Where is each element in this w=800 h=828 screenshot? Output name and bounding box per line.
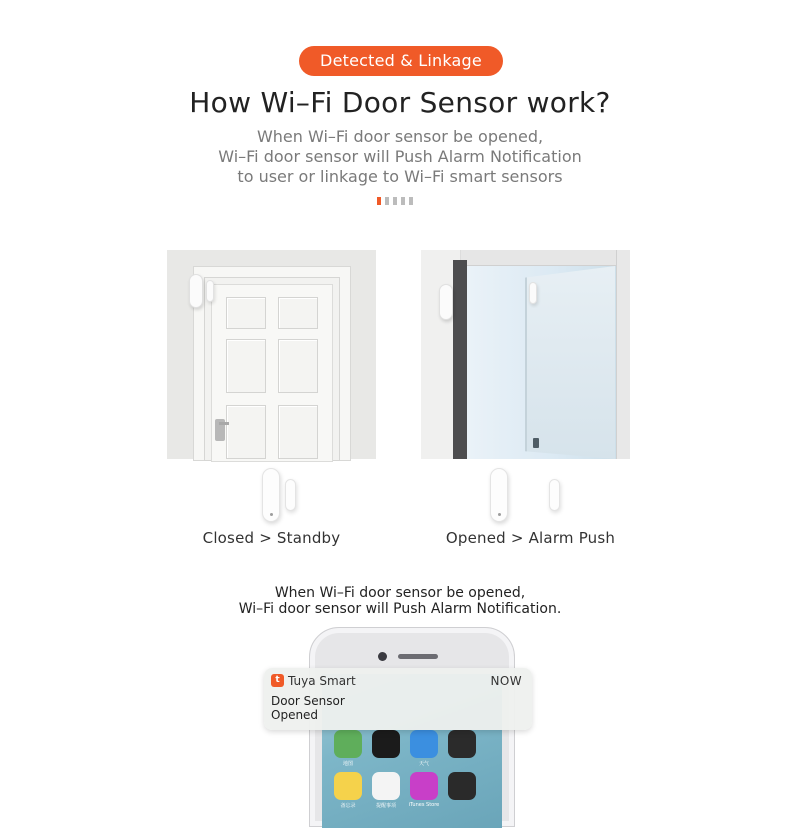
sensor-magnet-icon	[549, 479, 560, 511]
sensor-magnet-icon	[285, 479, 296, 511]
page-subtitle	[0, 127, 800, 187]
sensor-body-icon	[490, 468, 508, 522]
weather-app-icon[interactable]	[410, 730, 438, 767]
health-app-icon[interactable]	[448, 772, 476, 800]
app-label: 地图	[342, 761, 353, 767]
notice-line: When Wi–Fi door sensor be opened,	[274, 585, 526, 601]
carousel-pager	[377, 197, 413, 205]
pager-dot[interactable]	[377, 197, 381, 205]
notification-app-name: Tuya Smart	[288, 674, 356, 688]
opened-state-caption: Opened > Alarm Push	[445, 529, 616, 547]
mounted-magnet-icon	[206, 280, 214, 302]
door-frame	[193, 266, 351, 461]
notification-body: Opened	[271, 708, 319, 722]
closed-door	[211, 284, 333, 462]
earpiece-speaker	[398, 654, 438, 659]
door-frame-inner	[204, 277, 340, 461]
door-panel	[278, 405, 318, 459]
itunes-store-app-icon[interactable]	[408, 772, 440, 808]
notes-app-icon[interactable]	[334, 772, 362, 809]
maps-app-icon[interactable]	[334, 730, 362, 767]
tuya-app-icon: t	[271, 674, 284, 687]
door-frame-right	[616, 250, 630, 459]
door-jamb	[453, 260, 467, 459]
clock-app-icon[interactable]	[372, 730, 400, 758]
pager-dot[interactable]	[393, 197, 397, 205]
pager-dot[interactable]	[385, 197, 389, 205]
door-handle-icon	[533, 438, 539, 448]
wallet-app-icon[interactable]	[448, 730, 476, 758]
door-panel	[278, 339, 318, 393]
subtitle-line: When Wi–Fi door sensor be opened,	[256, 127, 544, 146]
subtitle-line: to user or linkage to Wi–Fi smart sensors	[237, 167, 563, 186]
subtitle-line: Wi–Fi door sensor will Push Alarm Notification	[218, 147, 582, 166]
closed-door-photo	[167, 250, 376, 459]
door-handle-icon	[215, 419, 225, 441]
notification-explanation	[0, 585, 800, 617]
pager-dot[interactable]	[401, 197, 405, 205]
mounted-magnet-icon	[529, 282, 537, 304]
app-label: 提醒事项	[375, 803, 396, 809]
opened-door	[525, 266, 615, 459]
notification-time: NOW	[490, 674, 522, 688]
pager-dot[interactable]	[409, 197, 413, 205]
sensor-body-icon	[262, 468, 280, 522]
section-badge: Detected & Linkage	[299, 46, 503, 76]
door-panel	[226, 405, 266, 459]
notification-title: Door Sensor	[271, 694, 345, 708]
opened-door-photo	[421, 250, 630, 459]
reminders-app-icon[interactable]	[372, 772, 400, 809]
front-camera-icon	[378, 652, 387, 661]
closed-state-caption: Closed > Standby	[202, 529, 341, 547]
app-label: 天气	[418, 761, 429, 767]
app-label: 备忘录	[340, 803, 356, 809]
page-title: How Wi–Fi Door Sensor work?	[189, 86, 611, 119]
app-label: iTunes Store	[408, 802, 440, 808]
app-icon-grid	[334, 730, 494, 809]
notice-line: Wi–Fi door sensor will Push Alarm Notification.	[238, 601, 562, 617]
door-panel	[226, 339, 266, 393]
mounted-sensor-icon	[189, 274, 203, 308]
mounted-sensor-icon	[439, 284, 453, 320]
door-panel	[226, 297, 266, 329]
door-panel	[278, 297, 318, 329]
push-notification[interactable]	[264, 668, 532, 730]
